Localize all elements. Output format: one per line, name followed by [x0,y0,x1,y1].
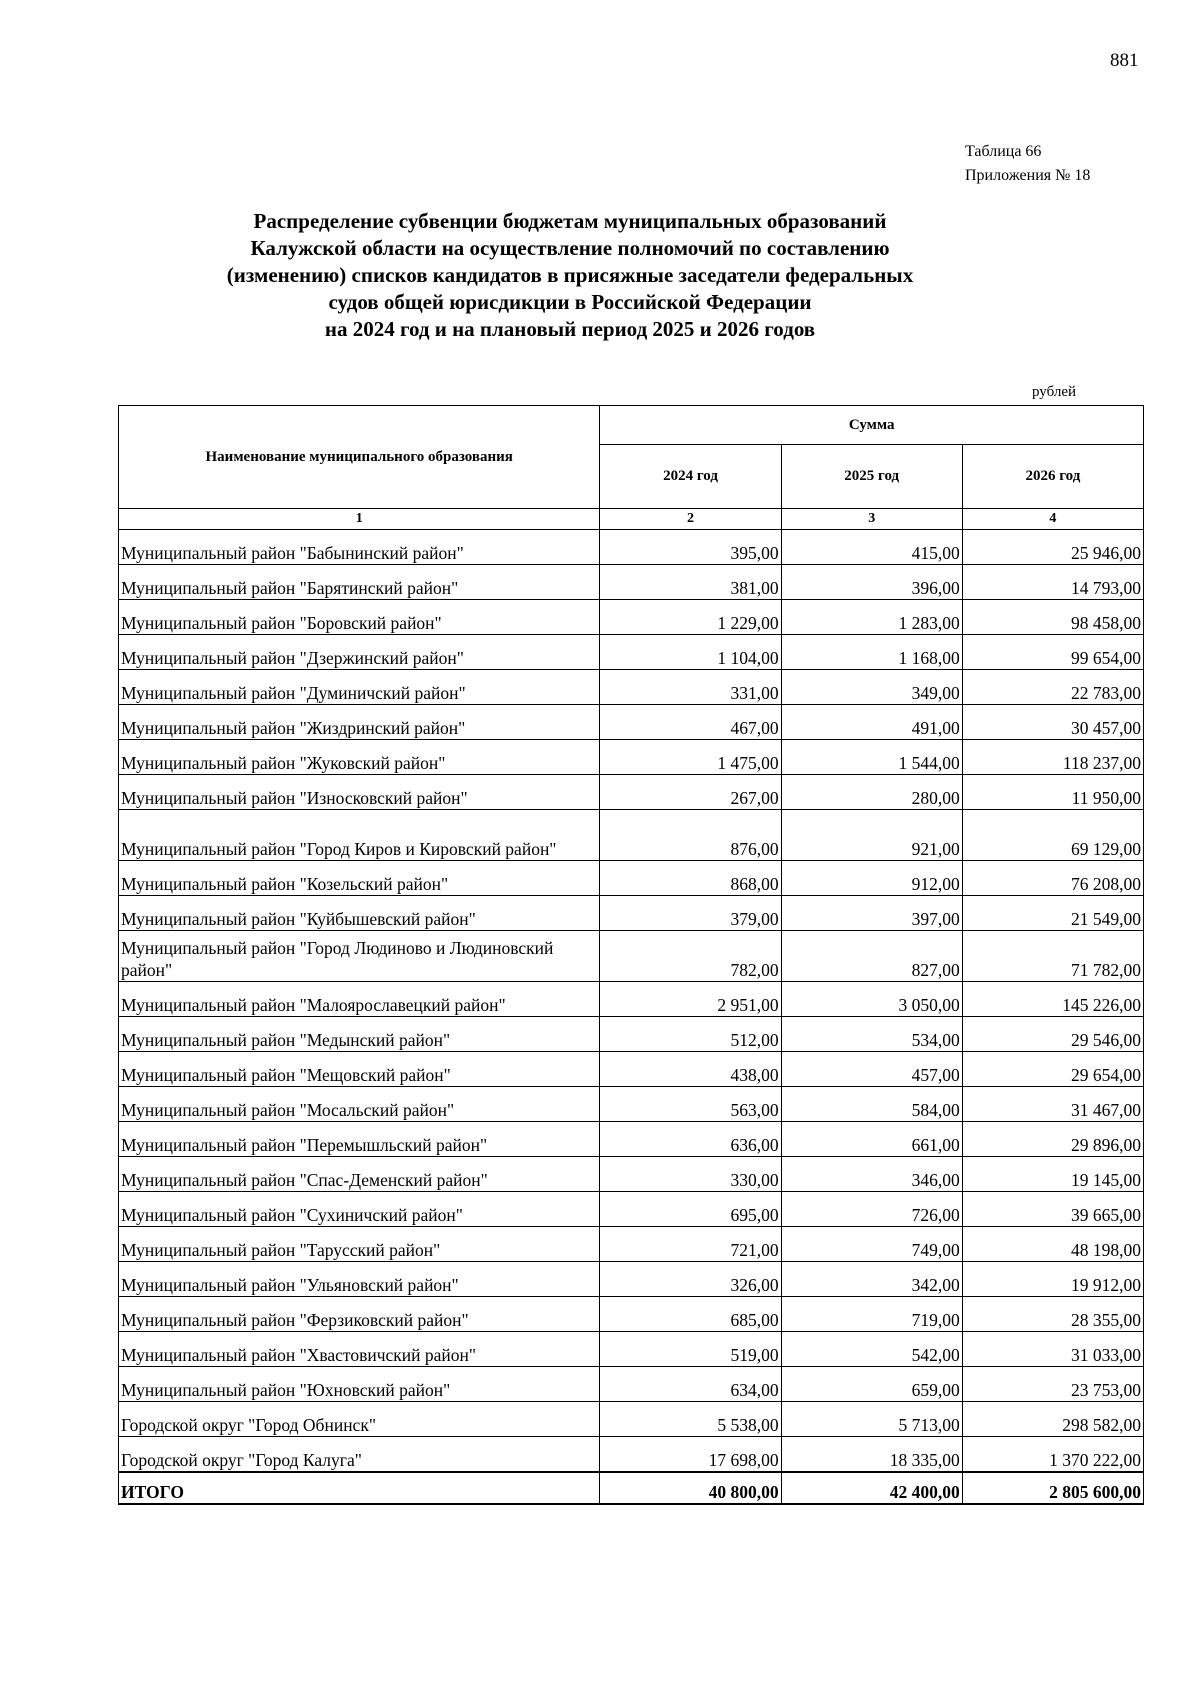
amount-2024: 512,00 [600,1017,781,1052]
header-year-2024: 2024 год [600,445,781,509]
amount-2025: 1 283,00 [781,600,962,635]
table-ref-line1: Таблица 66 [965,143,1042,160]
amount-2024: 17 698,00 [600,1437,781,1473]
table-body [119,530,1144,1473]
table-row [119,530,1144,565]
municipality-name: Муниципальный район "Куйбышевский район" [119,896,600,931]
amount-2026: 145 226,00 [962,982,1143,1017]
municipality-name: Муниципальный район "Хвастовичский район" [119,1332,600,1367]
amount-2025: 342,00 [781,1262,962,1297]
table-row [119,775,1144,810]
municipality-name: Муниципальный район "Барятинский район" [119,565,600,600]
table-row [119,982,1144,1017]
amount-2026: 22 783,00 [962,670,1143,705]
amount-2025: 659,00 [781,1367,962,1402]
title-line1: Распределение субвенции бюджетам муниципальных образований [253,209,887,233]
amount-2024: 782,00 [600,931,781,982]
table-row [119,740,1144,775]
municipality-name: Городской округ "Город Калуга" [119,1437,600,1473]
table-row [119,635,1144,670]
table-row [119,1192,1144,1227]
title-line2: Калужской области на осуществление полномочий по составлению [250,236,890,260]
title-line4: судов общей юрисдикции в Российской Федерации [328,290,812,314]
amount-2025: 534,00 [781,1017,962,1052]
header-year-2026: 2026 год [962,445,1143,509]
table-row [119,1157,1144,1192]
table-row [119,896,1144,931]
amount-2025: 827,00 [781,931,962,982]
municipality-name: Муниципальный район "Бабынинский район" [119,530,600,565]
amount-2024: 876,00 [600,810,781,861]
amount-2025: 5 713,00 [781,1402,962,1437]
column-number: 2 [600,509,781,530]
municipality-name: Муниципальный район "Козельский район" [119,861,600,896]
amount-2025: 661,00 [781,1122,962,1157]
amount-2026: 118 237,00 [962,740,1143,775]
amount-2025: 749,00 [781,1227,962,1262]
amount-2025: 415,00 [781,530,962,565]
amount-2024: 634,00 [600,1367,781,1402]
amount-2026: 1 370 222,00 [962,1437,1143,1473]
amount-2026: 31 467,00 [962,1087,1143,1122]
municipality-name: Муниципальный район "Жуковский район" [119,740,600,775]
municipality-name: Муниципальный район "Сухиничский район" [119,1192,600,1227]
units-label: рублей [1032,384,1077,400]
municipality-name: Муниципальный район "Мещовский район" [119,1052,600,1087]
municipality-name: Муниципальный район "Мосальский район" [119,1087,600,1122]
table-row [119,810,1144,861]
table-ref-line2: Приложения № 18 [965,167,1091,184]
table-row [119,1227,1144,1262]
amount-2026: 19 912,00 [962,1262,1143,1297]
table-row [119,600,1144,635]
amount-2025: 542,00 [781,1332,962,1367]
amount-2025: 457,00 [781,1052,962,1087]
amount-2026: 71 782,00 [962,931,1143,982]
amount-2026: 31 033,00 [962,1332,1143,1367]
amount-2026: 25 946,00 [962,530,1143,565]
amount-2025: 1 168,00 [781,635,962,670]
total-row [119,1472,1144,1504]
amount-2024: 1 104,00 [600,635,781,670]
amount-2024: 5 538,00 [600,1402,781,1437]
amount-2025: 346,00 [781,1157,962,1192]
subvention-table [118,405,1144,1505]
amount-2026: 76 208,00 [962,861,1143,896]
table-row [119,1262,1144,1297]
municipality-name: Муниципальный район "Спас-Деменский район" [119,1157,600,1192]
amount-2025: 726,00 [781,1192,962,1227]
total-2025: 42 400,00 [781,1472,962,1504]
amount-2026: 19 145,00 [962,1157,1143,1192]
amount-2026: 48 198,00 [962,1227,1143,1262]
amount-2024: 395,00 [600,530,781,565]
municipality-name: Муниципальный район "Город Киров и Кировский район" [119,810,600,861]
page-number: 881 [1110,50,1139,71]
municipality-name: Муниципальный район "Тарусский район" [119,1227,600,1262]
table-reference [965,140,1090,188]
header-municipality: Наименование муниципального образования [119,406,600,509]
document-title [170,208,970,343]
amount-2026: 29 654,00 [962,1052,1143,1087]
municipality-name: Муниципальный район "Юхновский район" [119,1367,600,1402]
table-row [119,1052,1144,1087]
amount-2024: 326,00 [600,1262,781,1297]
amount-2024: 2 951,00 [600,982,781,1017]
title-line3: (изменению) списков кандидатов в присяжные заседатели федеральных [226,263,914,287]
table-row [119,565,1144,600]
municipality-name: Муниципальный район "Перемышльский район" [119,1122,600,1157]
municipality-name: Муниципальный район "Ульяновский район" [119,1262,600,1297]
amount-2026: 11 950,00 [962,775,1143,810]
amount-2025: 912,00 [781,861,962,896]
column-number: 4 [962,509,1143,530]
table-row [119,705,1144,740]
column-number: 3 [781,509,962,530]
municipality-name: Муниципальный район "Ферзиковский район" [119,1297,600,1332]
amount-2026: 298 582,00 [962,1402,1143,1437]
municipality-name: Муниципальный район "Город Людиново и Людиновский район" [119,931,600,982]
amount-2026: 99 654,00 [962,635,1143,670]
amount-2026: 69 129,00 [962,810,1143,861]
total-2024: 40 800,00 [600,1472,781,1504]
table-row [119,1437,1144,1473]
amount-2024: 438,00 [600,1052,781,1087]
amount-2026: 28 355,00 [962,1297,1143,1332]
table-row [119,670,1144,705]
amount-2025: 3 050,00 [781,982,962,1017]
total-label: ИТОГО [119,1472,600,1504]
amount-2025: 18 335,00 [781,1437,962,1473]
table-row [119,1087,1144,1122]
amount-2025: 1 544,00 [781,740,962,775]
title-line5: на 2024 год и на плановый период 2025 и 2026 годов [324,317,816,341]
table-row [119,931,1144,982]
table-row [119,1017,1144,1052]
amount-2025: 584,00 [781,1087,962,1122]
amount-2026: 29 896,00 [962,1122,1143,1157]
municipality-name: Городской округ "Город Обнинск" [119,1402,600,1437]
table-row [119,861,1144,896]
amount-2026: 23 753,00 [962,1367,1143,1402]
amount-2025: 280,00 [781,775,962,810]
amount-2024: 267,00 [600,775,781,810]
table-row [119,1402,1144,1437]
amount-2025: 719,00 [781,1297,962,1332]
municipality-name: Муниципальный район "Думиничский район" [119,670,600,705]
municipality-name: Муниципальный район "Малоярославецкий район" [119,982,600,1017]
municipality-name: Муниципальный район "Дзержинский район" [119,635,600,670]
amount-2024: 1 475,00 [600,740,781,775]
amount-2025: 349,00 [781,670,962,705]
amount-2026: 14 793,00 [962,565,1143,600]
total-2026: 2 805 600,00 [962,1472,1143,1504]
amount-2026: 30 457,00 [962,705,1143,740]
amount-2024: 381,00 [600,565,781,600]
municipality-name: Муниципальный район "Боровский район" [119,600,600,635]
amount-2024: 563,00 [600,1087,781,1122]
amount-2025: 921,00 [781,810,962,861]
amount-2026: 29 546,00 [962,1017,1143,1052]
municipality-name: Муниципальный район "Жиздринский район" [119,705,600,740]
table-row [119,1332,1144,1367]
amount-2026: 39 665,00 [962,1192,1143,1227]
header-sum: Сумма [600,406,1144,445]
amount-2024: 331,00 [600,670,781,705]
table-row [119,1297,1144,1332]
table-row [119,1367,1144,1402]
table-row [119,1122,1144,1157]
amount-2024: 636,00 [600,1122,781,1157]
amount-2024: 519,00 [600,1332,781,1367]
amount-2024: 467,00 [600,705,781,740]
amount-2024: 1 229,00 [600,600,781,635]
header-year-2025: 2025 год [781,445,962,509]
column-number: 1 [119,509,600,530]
amount-2026: 21 549,00 [962,896,1143,931]
municipality-name: Муниципальный район "Износковский район" [119,775,600,810]
amount-2024: 379,00 [600,896,781,931]
amount-2024: 868,00 [600,861,781,896]
amount-2025: 491,00 [781,705,962,740]
amount-2024: 695,00 [600,1192,781,1227]
amount-2026: 98 458,00 [962,600,1143,635]
amount-2024: 685,00 [600,1297,781,1332]
amount-2024: 721,00 [600,1227,781,1262]
amount-2025: 396,00 [781,565,962,600]
amount-2024: 330,00 [600,1157,781,1192]
amount-2025: 397,00 [781,896,962,931]
municipality-name: Муниципальный район "Медынский район" [119,1017,600,1052]
